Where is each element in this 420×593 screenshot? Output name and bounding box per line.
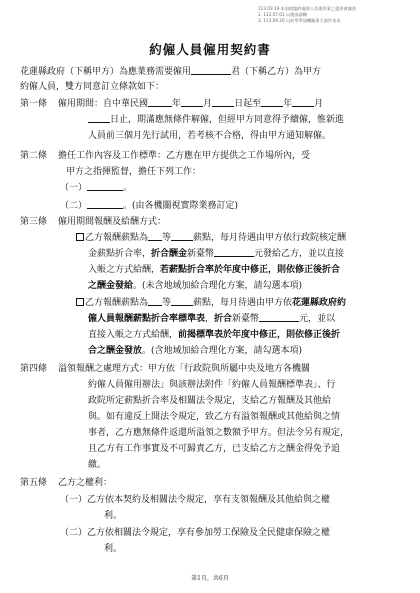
option-1-checkbox[interactable] [76, 233, 84, 241]
clause-2-item-1: （一） 。 [60, 183, 133, 193]
page-number: 第1頁，共6頁 [191, 575, 229, 582]
clause-3-option-1-line-3: 入帳之方式給酬，若薪點折合率於年度中修正，則依修正後折合 [88, 265, 341, 275]
option-1-grade-blank[interactable] [148, 232, 162, 241]
start-year-blank[interactable] [148, 98, 172, 107]
clause-1-line-2: 日止，期滿應無條件解僱，但經甲方同意得予續僱，惟新進 [88, 114, 344, 126]
clause-2-line-2: 甲方之指揮監督，擔任下列工作： [66, 167, 202, 177]
option-1-points-blank[interactable] [171, 232, 193, 241]
clause-2-item-2: （二） 。(由各機關視實際業務訂定) [60, 201, 239, 211]
clause-5-line-1: 第五條 乙方之權利： [20, 478, 113, 488]
start-day-blank[interactable] [212, 98, 234, 107]
clause-4-line-5: 事者，乙方應無條件返還所溢領之數額予甲方。但法令另有規定， [88, 428, 350, 438]
revision-note: 3. 113.09.20 以前學學屆機關事主請件金表 [258, 18, 341, 23]
job-duty-1-blank[interactable] [87, 182, 123, 191]
clause-3-option-2-line-3: 直接入帳之方式給酬，前揭標準表於年度中修正，則依修正後折 [88, 330, 341, 340]
document-title: 約僱人員僱用契約書 [149, 42, 271, 57]
option-2-points-blank[interactable] [171, 297, 193, 306]
clause-4-line-1: 第四條 溢領報酬之處理方式：甲方依「行政院與所屬中央及地方各機關 [20, 364, 311, 374]
employee-name-blank[interactable] [191, 66, 231, 75]
clause-5-item-2-line-2: 利。 [104, 544, 123, 554]
preamble-line-2: 約僱人員，雙方同意訂立條款如下： [20, 82, 165, 92]
clause-5-item-1-line-1: （一）乙方依本契約及相關法令規定，享有支領報酬及其他給與之權 [60, 495, 331, 505]
end-month-blank[interactable] [292, 98, 314, 107]
option-2-amount-blank[interactable] [259, 313, 299, 322]
revision-note: 113.03.19 本府院臨時處理人員進用案之提供會議書 [258, 6, 357, 11]
clause-4-line-7: 繳。 [88, 460, 107, 470]
clause-4-line-6: 且乙方有工作事實及不可歸責乙方，已支給乙方之酬金得免予追 [88, 444, 341, 454]
clause-5-item-1-line-2: 利。 [104, 511, 123, 521]
clause-3-option-1-line-1: 乙方報酬薪點為 等 薪點，每月待遇由甲方依行政院核定酬 [76, 232, 346, 244]
clause-3-option-1-line-2: 金薪點折合率，折合酬金新臺幣 元發給乙方，並以直接 [88, 249, 345, 259]
clause-3-option-1-line-4: 之酬金發給。(未含地域加給合理化方案，請勾選本項) [88, 281, 303, 291]
clause-1-line-3: 人員前三個月先行試用，若考核不合格，得由甲方通知解僱。 [88, 131, 332, 141]
option-2-grade-blank[interactable] [148, 297, 162, 306]
clause-4-line-3: 政院所定薪點折合率及相關法令規定，支給乙方報酬及其他給 [88, 396, 332, 406]
clause-3-line-1: 第三條 僱用期間報酬及給酬方式： [20, 217, 167, 227]
clause-1-line-1: 第一條 僱用期間：自中華民國 年 月 日起至 年 月 [20, 99, 324, 109]
clause-4-line-2: 約僱人員僱用辦法」與該辦法附件「約僱人員報酬標準表」、行 [88, 380, 336, 390]
end-year-blank[interactable] [261, 98, 283, 107]
start-month-blank[interactable] [181, 98, 203, 107]
revision-note: 2. 113.07.01 以後函請轉 [258, 12, 307, 17]
end-day-blank[interactable] [88, 114, 110, 123]
job-duty-2-blank[interactable] [87, 200, 123, 209]
option-1-amount-blank[interactable] [214, 248, 254, 257]
preamble-line-1: 花蓮縣政府（下稱甲方）為應業務需要僱用 君（下稱乙方）為甲方 [20, 67, 322, 77]
option-2-checkbox[interactable] [76, 298, 84, 306]
clause-3-option-2-line-4: 合之酬金發放。(含地域加給合理化方案，請勾選本項) [88, 346, 303, 356]
clause-2-line-1: 第二條 擔任工作內容及工作標準：乙方應在甲方提供之工作場所內，受 [20, 151, 311, 161]
clause-5-item-2-line-1: （二）乙方依相關法令規定，享有參加勞工保險及全民健康保險之權 [60, 528, 331, 538]
revision-notes [258, 6, 418, 24]
clause-3-option-2-line-2: 僱人員報酬薪點折合率標準表，折合新臺幣 元，並以 [88, 314, 336, 324]
clause-4-line-4: 與。如有違反上開法令規定，致乙方有溢領報酬或其他給與之情 [88, 412, 341, 422]
clause-3-option-2-line-1: 乙方報酬薪點為 等 薪點，每月待遇由甲方依花蓮縣政府約 [76, 297, 346, 309]
